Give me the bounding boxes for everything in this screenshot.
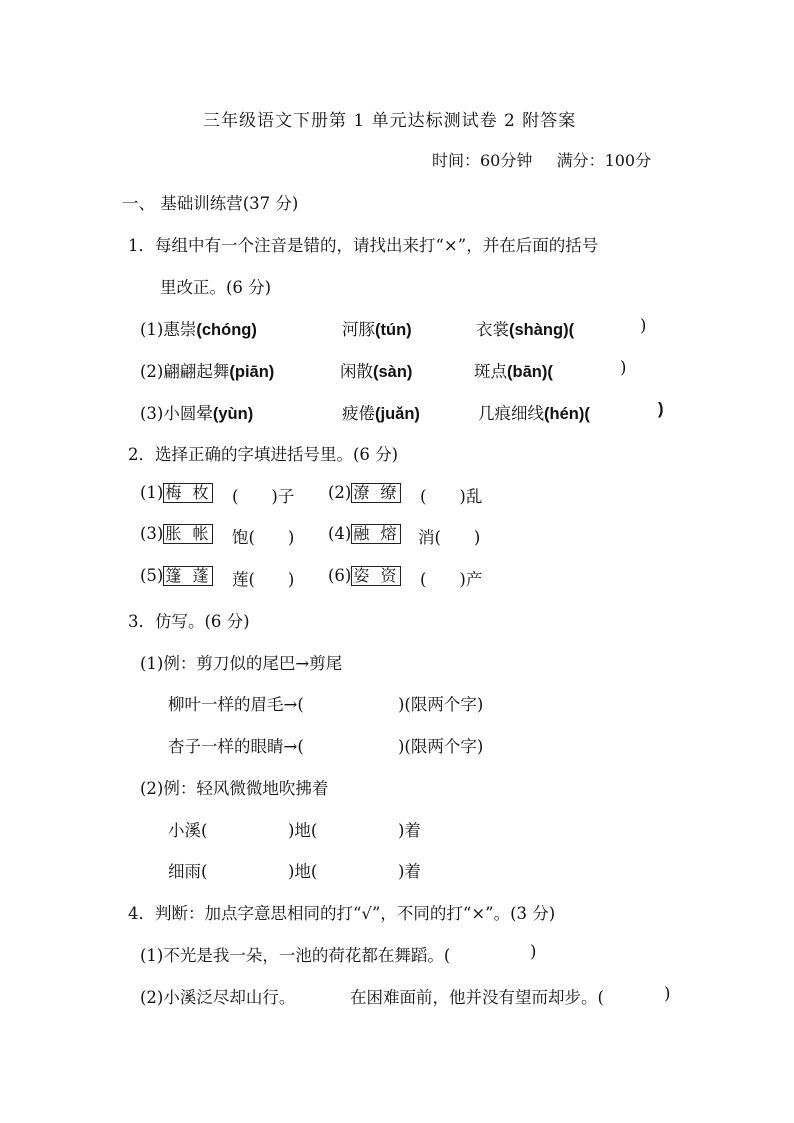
q1-row-1: (1)惠崇(chóng) (140, 320, 257, 339)
q1-row-3-item-2: 疲倦(juǎn) (342, 404, 420, 423)
q3-example-2: (2)例：轻风微微地吹拂着 (140, 779, 329, 798)
char-choice-box: 潦 缭 (353, 483, 400, 502)
q2-item-6: (6) 姿 资 (328, 566, 400, 585)
q2-item-1-blank: ( )子 (232, 487, 295, 506)
q4-item-2: (2)小溪泛尽却山行。 (140, 988, 296, 1007)
q3-line-2-suffix: )(限两个字) (398, 737, 484, 756)
exam-meta (432, 148, 651, 171)
q3-line-2: 杏子一样的眼睛→( (168, 737, 304, 756)
char-choice-box: 融 熔 (353, 524, 400, 543)
q1-row-1-answer-close: ) (640, 316, 647, 335)
q3-example-1: (1)例：剪刀似的尾巴→剪尾 (140, 654, 343, 673)
q2-item-3: (3) 胀 帐 (140, 524, 212, 543)
q1-row-2-item-3: 斑点(bān)( (474, 362, 553, 381)
q1-row-3-answer-close: ) (658, 400, 664, 418)
char-choice-box: 梅 枚 (165, 483, 212, 502)
q1-row-1-item-3: 衣裳(shàng)( (476, 320, 575, 339)
q1-row-2: (2)翩翩起舞(piān) (140, 362, 275, 381)
q4-item-1-close: ) (530, 942, 537, 961)
page-title: 三年级语文下册第 1 单元达标测试卷 2 附答案 (203, 111, 577, 131)
q3-line-4-b: )地( (288, 862, 318, 881)
q3-line-4-c: )着 (398, 862, 421, 881)
q3-line-3-c: )着 (398, 821, 421, 840)
q1-row-3-item-3: 几痕细线(hén)( (478, 404, 590, 423)
q4-item-1: (1)不光是我一朵，一池的荷花都在舞蹈。( (140, 946, 451, 965)
q3-line-4-a: 细雨( (168, 862, 208, 881)
q4-item-2-close: ) (664, 984, 671, 1003)
q3-line-3-a: 小溪( (168, 821, 208, 840)
full-score: 满分：100分 (556, 151, 652, 170)
q1-stem-line2: 里改正。(6 分) (160, 278, 272, 297)
q1-row-3: (3)小圆晕(yùn) (140, 404, 254, 423)
q2-item-4-blank: 消( ) (418, 528, 481, 547)
q2-item-1: (1) 梅 枚 (140, 483, 212, 502)
q3-line-3-b: )地( (288, 821, 318, 840)
q2-item-2: (2) 潦 缭 (328, 483, 400, 502)
q2-item-5: (5) 篷 蓬 (140, 566, 212, 585)
q4-stem: 4．判断：加点字意思相同的打“√”，不同的打“×”。(3 分) (128, 904, 556, 923)
section-heading: 一、 基础训练营(37 分) (122, 194, 299, 213)
q1-row-2-item-2: 闲散(sàn) (340, 362, 413, 381)
char-choice-box: 篷 蓬 (165, 566, 212, 585)
q3-line-1-suffix: )(限两个字) (398, 695, 484, 714)
q2-item-2-blank: ( )乱 (420, 487, 483, 506)
char-choice-box: 胀 帐 (165, 524, 212, 543)
q3-stem: 3．仿写。(6 分) (128, 612, 250, 631)
q1-row-2-answer-close: ) (620, 358, 627, 377)
time-limit: 时间：60分钟 (432, 151, 533, 170)
q2-item-4: (4) 融 熔 (328, 524, 400, 543)
q4-item-2-sentence-b: 在困难面前，他并没有望而却步。( (350, 988, 604, 1007)
q2-stem: 2．选择正确的字填进括号里。(6 分) (128, 445, 399, 464)
q2-item-3-blank: 饱( ) (232, 528, 295, 547)
char-choice-box: 姿 资 (353, 566, 400, 585)
q1-row-1-item-2: 河豚(tún) (342, 320, 412, 339)
q2-item-5-blank: 莲( ) (232, 570, 295, 589)
q3-line-1: 柳叶一样的眉毛→( (168, 695, 304, 714)
q2-item-6-blank: ( )产 (420, 570, 483, 589)
q1-stem-line1: 1．每组中有一个注音是错的，请找出来打“×”，并在后面的括号 (128, 236, 599, 255)
